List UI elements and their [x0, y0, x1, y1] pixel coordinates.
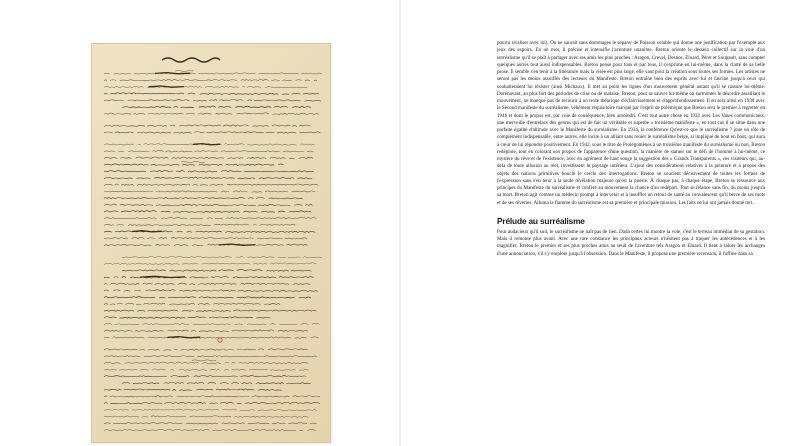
page-gutter: [399, 0, 401, 446]
right-page-text: [497, 40, 765, 258]
body-paragraph: Pour audacieux qu'il soit, le surréalisme ne naît pas de rien. Dada certes lui montre la voie, c'est le terreau immédiat de sa gestation. Mais il remonte plus avant. Avec une rare constance les principaux acteurs n'hésitent pas à traquer les antécédences et à les magnifier, Breton le premier et ses plus proches amis au seuil de l'aventure tels Aragon et Eluard. Il tient à saluer les archanges d'une annonciation, s'il s'y emploie jusqu'à l'obsession. Dans le Manifeste, il propose une première recension, il l'affine dans sa: [497, 228, 765, 257]
handwritten-manuscript-image: [92, 44, 330, 442]
section-heading: Prélude au surréalisme: [497, 215, 585, 226]
manuscript-handwriting-icon: [92, 44, 330, 442]
body-paragraph: pourra rivaliser avec lui). On ne saurait sans dommages le séparer de Poisson soluble qui donne une justification par l'exemple aux jeux des espoirs. En un mot, il précise et intensifie l'aventure unanime. Breton oriente le dessein collectif sur la voie d'un surréalisme qu'il se plaît à partager avec ses amis les plus proches : Aragon, Crevel, Desnos, Eluard, Péret et Soupault, sans compter quelques autres tout aussi indispensables. Breton pense pour tous et par tous, il s'exprime en lui-même, dans la clarté de sa belle prose. Il semble s'en tenir à la littérature mais la visée est plus large, elle vaut pour la création sous toutes ses formes. Les artistes ne seront pas les moins assoiffés des lecteurs du Manifeste. Breton entraîne bien des esprits avec lui et fascine jusqu'à ceux qui souhaiteraient lui résister (ainsi Michaux). Il met au point les lignes d'un mouvement général autant qu'il se rassure lui-même. Dorénavant, au plus fort des périodes de crise ou de malaise, Breton, pour se sauver lui-même ou surmonter le désordre assaillant le mouvement, ne manque pas de recourir à un texte théorique d'éclaircissement et d'approfondissement. Il en sera ainsi en 1930 avec le Second manifeste du surréalisme, véhément réquisitoire marqué par l'esprit de polémique que Breton sera le premier à regretter en 1946 et dont le propos est, par voie de conséquence, bien amoindri. C'est tout autre chose en 1932 avec Les Vases communicants, une merveille d'entrelacs des genres qui est de fait un véritable et superbe « troisième manifeste », en tout cas il se situe dans une parfaite égalité d'altitude avec le Manifeste du surréalisme. En 1934, la conférence Qu'est-ce que le surréalisme ? joue un rôle de complément indispensable, entre autres, elle incite à un alliant sans renier le surréalisme belge, si impliqué de bout en bout, qui aura à cœur de lui répondre positivement. En 1942, sous le titre de Prolégomènes à un troisième manifeste du surréalisme ou non, Breton redéploie, tout en colorant son propos de l'apparence d'une question, la manière de statuer sur le défi de l'homme à lui-même, ce mystère du rêve et de l'existence, avec en agrément de haut songe la suggestion des « Grands Transparents », ces visiteurs qui, au-delà de toute allusion au réel, investissent le paysage intérieur. L'ajout des considérations relatives à la peinture et à propos des objets des nations primitives bouclé le cercle des interrogations. Breton se soucient décisivement de toutes les formes de l'expression sans s'en tenir à la seule révélation majeure qu'est la poésie. À chaque pas, à chaque étape, Breton se ressource aux principes du Manifeste du surréalisme et confère au mouvement la chance d'un redépart. Tout se relance sans fin, du moins jusqu'à sa mort. Breton agit comme un médecin prompt à intervenir et à insuffler un retour de santé au convalescent qu'il berce de ses mots et de ses rêveries. Alluma la flamme du surréalisme est sa première et principale mission. Les faits ne lui ont jamais donné tort.: [497, 40, 766, 206]
